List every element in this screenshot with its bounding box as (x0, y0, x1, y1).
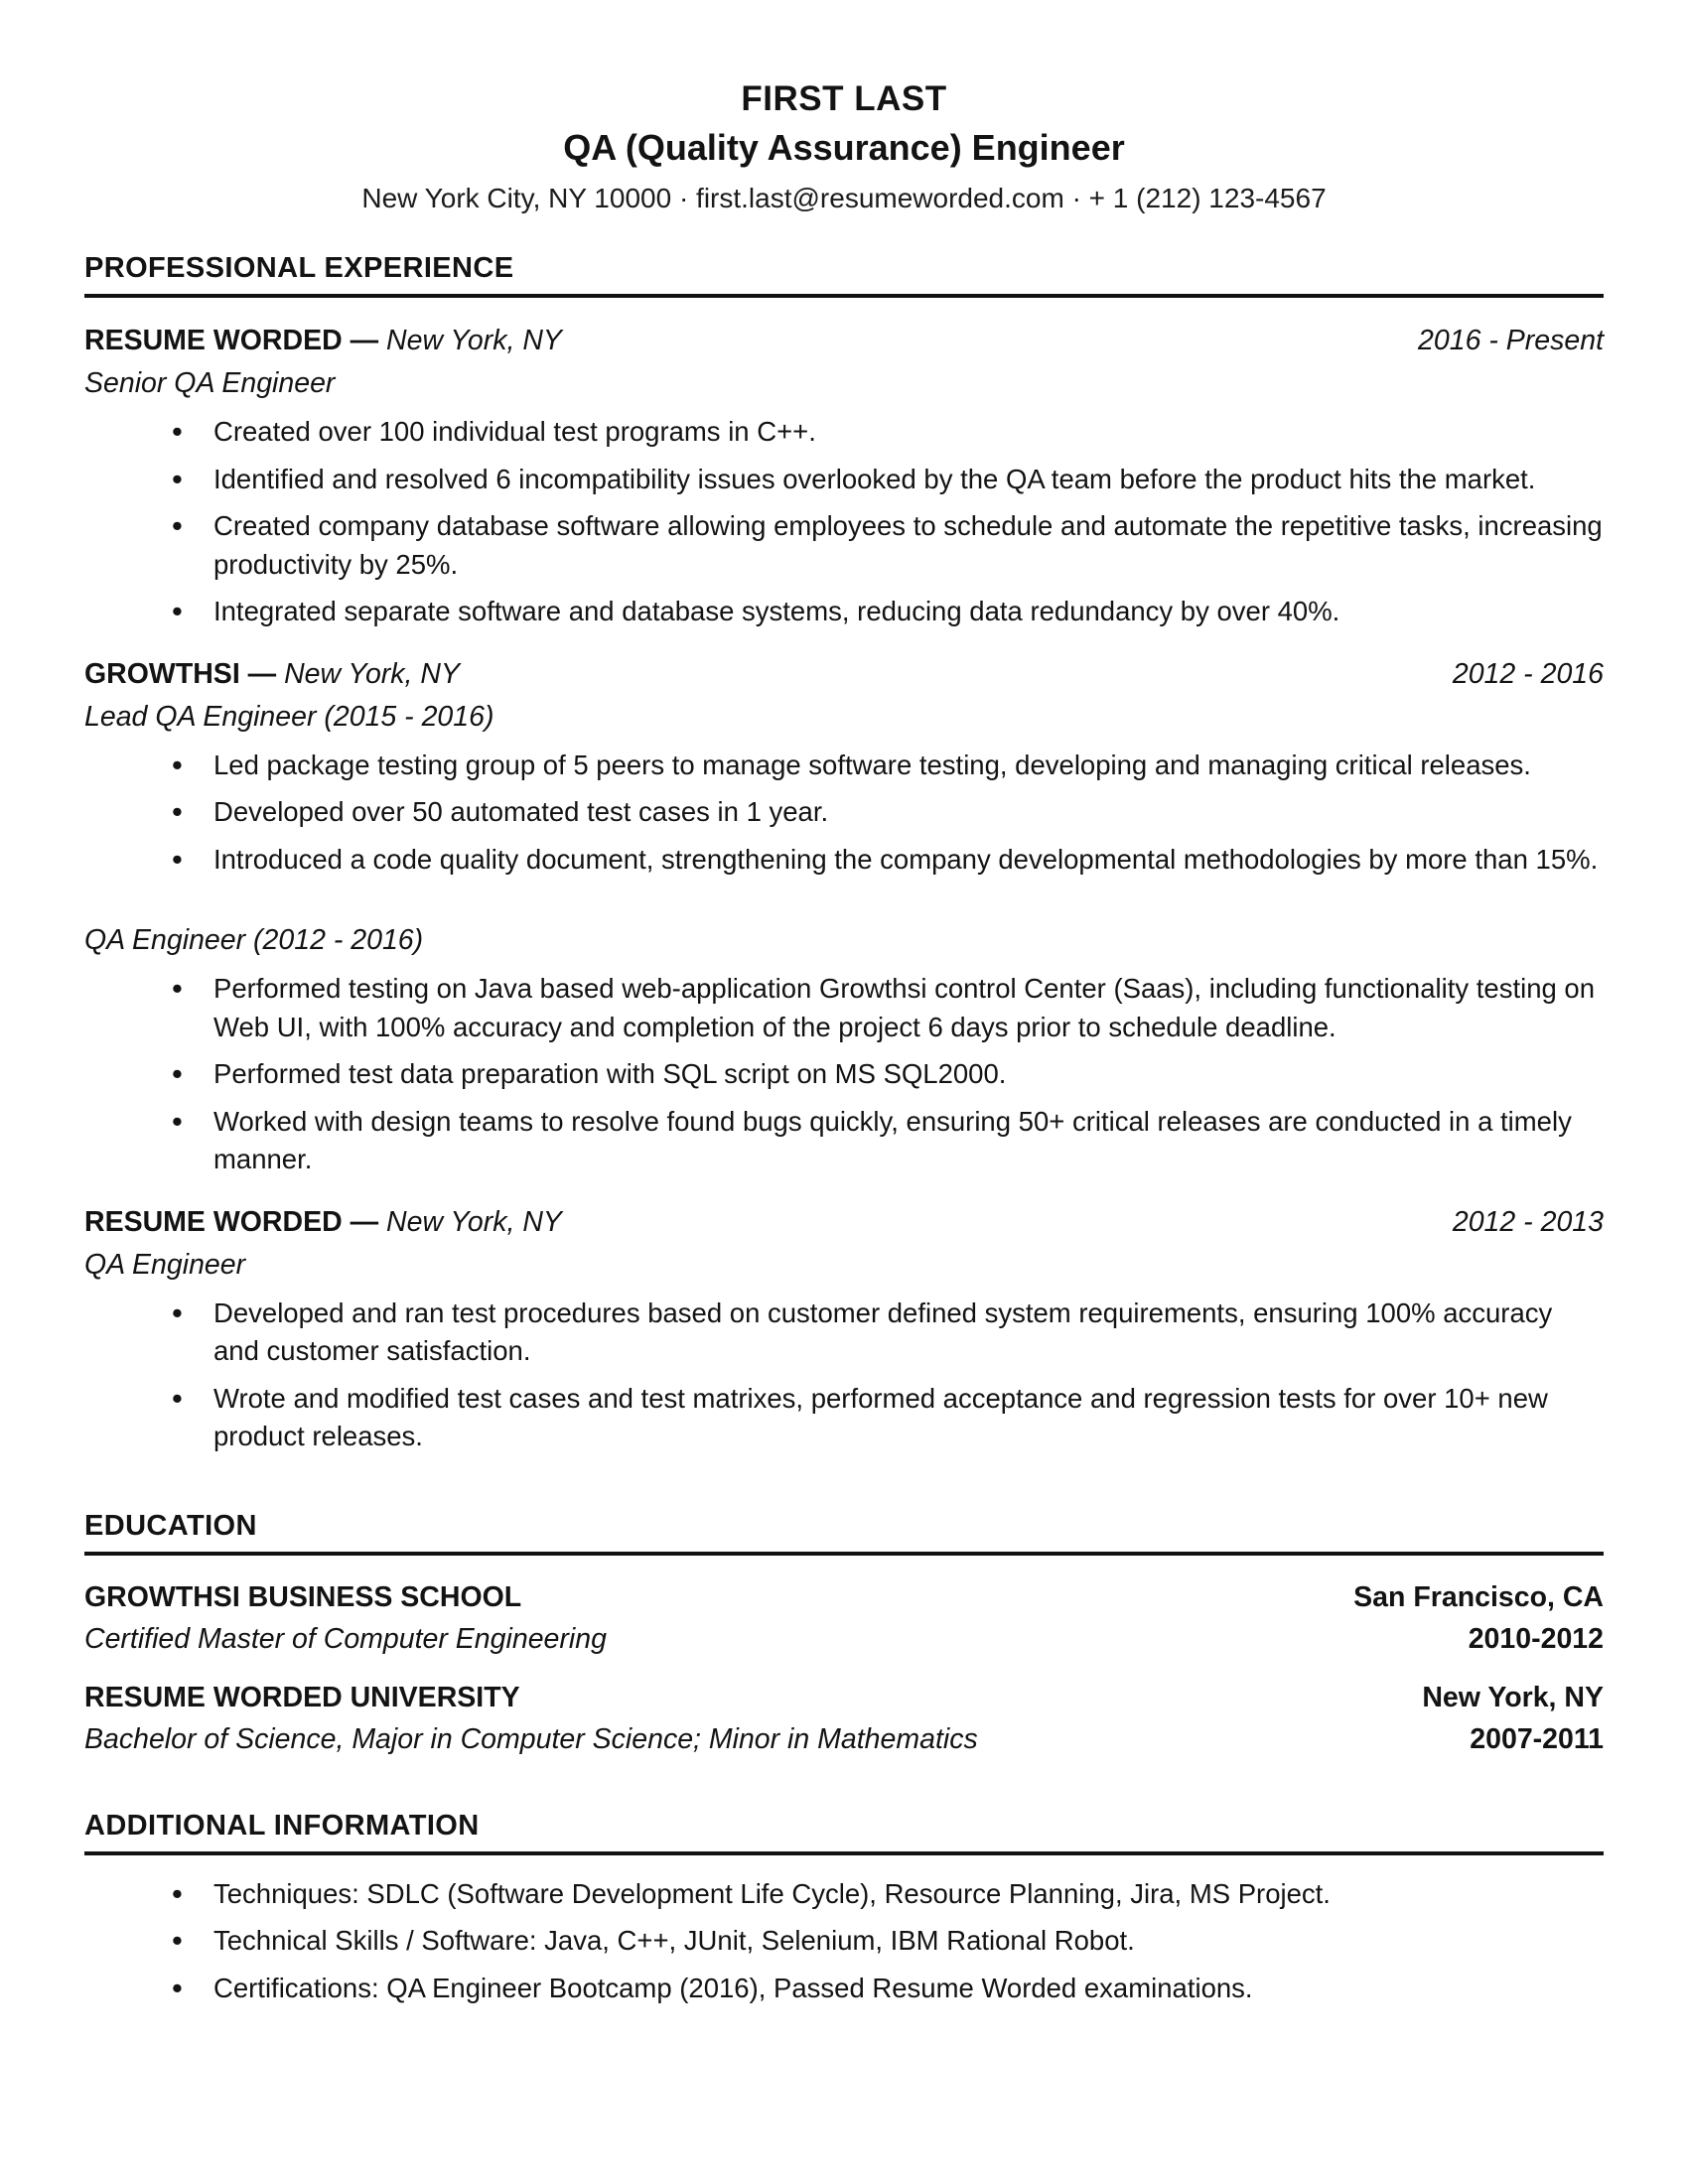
school-location: New York, NY (1422, 1681, 1604, 1713)
school-years: 2007-2011 (1470, 1722, 1604, 1755)
section-education (84, 1510, 1604, 1756)
company-name: RESUME WORDED (84, 1205, 343, 1238)
school-degree: Certified Master of Computer Engineering (84, 1622, 607, 1655)
section-heading-experience: PROFESSIONAL EXPERIENCE (84, 252, 1604, 298)
bullet-item: • Techniques: SDLC (Software Development Life Cycle), Resource Planning, Jira, MS Project. (84, 1875, 1604, 1914)
education-row (84, 1723, 1604, 1756)
role-title: Lead QA Engineer (2015 - 2016) (84, 700, 494, 733)
section-professional-experience (84, 252, 1604, 1456)
school-name: GROWTHSI BUSINESS SCHOOL (84, 1580, 522, 1613)
bullet-item: • Created over 100 individual test programs in C++. (84, 413, 1604, 452)
role-bullet-list (84, 1295, 1604, 1456)
education-entry-growthsi (84, 1581, 1604, 1656)
bullet-item: • Developed and ran test procedures based on customer defined system requirements, ensuring 100% accuracy and customer satisfaction. (84, 1295, 1604, 1371)
bullet-item: • Certifications: QA Engineer Bootcamp (2016), Passed Resume Worded examinations. (84, 1970, 1604, 2008)
company-location: New York, NY (386, 325, 562, 356)
job-header-row (84, 1206, 1604, 1239)
job-dates: 2012 - 2013 (1452, 1205, 1604, 1238)
bullet-item: • Worked with design teams to resolve found bugs quickly, ensuring 50+ critical releases are conducted in a timely manner. (84, 1103, 1604, 1179)
company-location: New York, NY (386, 1205, 562, 1238)
resume-header (84, 79, 1604, 214)
job-entry-resume-worded-2012 (84, 1206, 1604, 1456)
candidate-job-title: QA (Quality Assurance) Engineer (563, 127, 1125, 168)
education-row (84, 1581, 1604, 1614)
school-location: San Francisco, CA (1353, 1580, 1604, 1613)
section-additional-information (84, 1810, 1604, 2008)
company-location: New York, NY (284, 657, 460, 690)
bullet-item: • Created company database software allowing employees to schedule and automate the repetitive tasks, increasing productivity by 25%. (84, 507, 1604, 584)
school-degree: Bachelor of Science, Major in Computer Science; Minor in Mathematics (84, 1722, 978, 1755)
bullet-item: • Introduced a code quality document, strengthening the company developmental methodologies by more than 15%. (84, 841, 1604, 880)
job-company-location (84, 325, 562, 357)
job-header-row (84, 658, 1604, 691)
role-title: Senior QA Engineer (84, 367, 336, 399)
job-company-location (84, 1206, 562, 1239)
section-heading-education: EDUCATION (84, 1510, 1604, 1556)
job-dates: 2016 - Present (1418, 325, 1604, 356)
role-block (84, 924, 1604, 1179)
job-header-row (84, 325, 1604, 357)
school-years: 2010-2012 (1468, 1622, 1604, 1655)
bullet-item: • Identified and resolved 6 incompatibility issues overlooked by the QA team before the product hits the market. (84, 461, 1604, 499)
education-row (84, 1682, 1604, 1714)
section-heading-additional: ADDITIONAL INFORMATION (84, 1810, 1604, 1855)
role-block (84, 701, 1604, 880)
school-name: RESUME WORDED UNIVERSITY (84, 1681, 520, 1713)
job-entry-resume-worded-2016 (84, 325, 1604, 631)
candidate-name: FIRST LAST (741, 79, 947, 118)
company-name: GROWTHSI (84, 657, 240, 690)
bullet-item: • Integrated separate software and database systems, reducing data redundancy by over 40%. (84, 593, 1604, 631)
role-bullet-list (84, 413, 1604, 631)
bullet-item: • Developed over 50 automated test cases in 1 year. (84, 793, 1604, 832)
role-block (84, 367, 1604, 631)
bullet-item: • Led package testing group of 5 peers to manage software testing, developing and managing critical releases. (84, 747, 1604, 785)
job-dates: 2012 - 2016 (1452, 657, 1604, 690)
job-company-location (84, 658, 460, 691)
role-title: QA Engineer (2012 - 2016) (84, 924, 424, 956)
bullet-item: • Performed testing on Java based web-application Growthsi control Center (Saas), including functionality testing on Web UI, with 100% accuracy and completion of the project 6 days prior to schedule deadline. (84, 970, 1604, 1046)
bullet-item: • Performed test data preparation with SQL script on MS SQL2000. (84, 1055, 1604, 1094)
company-dash: — (247, 657, 277, 690)
additional-bullet-list (84, 1875, 1604, 2008)
company-dash: — (350, 1205, 379, 1238)
education-entry-resume-worded (84, 1682, 1604, 1756)
company-dash: — (350, 325, 379, 356)
role-bullet-list (84, 970, 1604, 1179)
bullet-item: • Wrote and modified test cases and test matrixes, performed acceptance and regression tests for over 10+ new product releases. (84, 1380, 1604, 1456)
job-entry-growthsi (84, 658, 1604, 1179)
role-bullet-list (84, 747, 1604, 880)
education-row (84, 1623, 1604, 1656)
bullet-item: • Technical Skills / Software: Java, C++, JUnit, Selenium, IBM Rational Robot. (84, 1922, 1604, 1961)
role-title: QA Engineer (84, 1248, 246, 1281)
role-block (84, 1249, 1604, 1456)
company-name: RESUME WORDED (84, 325, 343, 356)
contact-line: New York City, NY 10000 · first.last@resumeworded.com · + 1 (212) 123-4567 (361, 183, 1327, 213)
